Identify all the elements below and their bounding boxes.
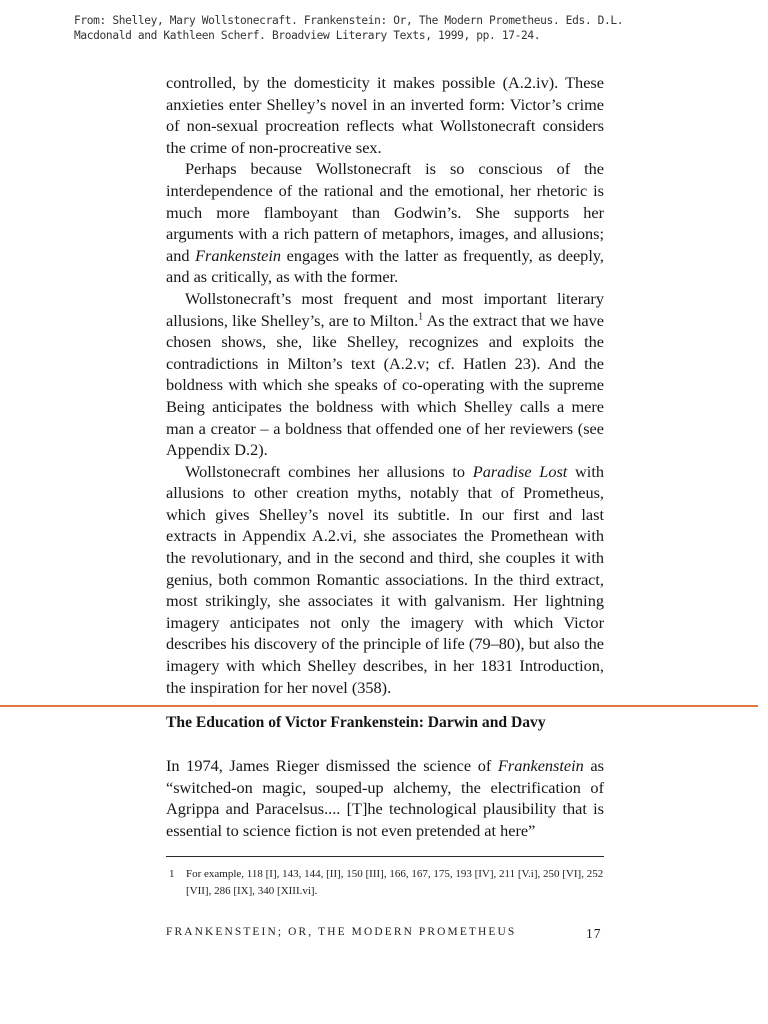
paragraph-3-text-b: As the extract that we have chosen shows, she, like Shelley, recognizes and exploits the contradictions in Milton’s text (A.2.v; cf. Hatlen 23). And the boldness with which she speaks of co-operating with the supreme Being anticipates the boldness with which Shelley calls a mere man a creator – a boldness that offended one of her reviewers (see Appendix D.2). bbox=[166, 310, 604, 460]
paragraph-4-text-a: Wollstonecraft combines her allusions to bbox=[185, 461, 473, 481]
footnote-reference[interactable]: 1 bbox=[418, 311, 424, 323]
paragraph-2 bbox=[166, 158, 604, 288]
paragraph-4-italic-title: Paradise Lost bbox=[472, 461, 568, 481]
page-number: 17 bbox=[586, 926, 602, 941]
footnote-number: 1 bbox=[169, 868, 175, 880]
paragraph-4 bbox=[166, 461, 604, 699]
paragraph-4-text-b: with allusions to other creation myths, notably that of Prometheus, which gives Shelley’s novel its subtitle. In our first and last extracts in Appendix A.2.vi, she associates the Promethean with the revolutionary, and in the second and third, she couples it with genius, both common Romantic associations. In the third extract, most strikingly, she associates it with galvanism. Her lightning imagery anticipates not only the imagery with which Victor describes his discovery of the principle of life (79–80), but also the imagery with which Shelley describes, in her 1831 Introduction, the inspiration for her novel (358). bbox=[166, 461, 604, 697]
paragraph-2-text-b: engages with the latter as frequently, as deeply, and as critically, as with the former. bbox=[166, 245, 604, 287]
section-divider bbox=[0, 705, 758, 707]
section-heading: The Education of Victor Frankenstein: Darwin and Davy bbox=[166, 714, 546, 731]
paragraph-2-text-a: Perhaps because Wollstonecraft is so conscious of the interdependence of the rational and the emotional, her rhetoric is much more flamboyant than Godwin’s. She supports her arguments with a rich pattern of metaphors, images, and allusions; and bbox=[166, 159, 604, 265]
source-citation: From: Shelley, Mary Wollstonecraft. Frankenstein: Or, The Modern Prometheus. Eds. D.L. Macdonald and Kathleen Scherf. Broadview Literary Texts, 1999, pp. 17-24. bbox=[74, 14, 624, 42]
footnote bbox=[166, 866, 606, 900]
running-footer-title: FRANKENSTEIN; OR, THE MODERN PROMETHEUS bbox=[166, 926, 517, 938]
paragraph-1: controlled, by the domesticity it makes possible (A.2.iv). These anxieties enter Shelley’s novel in an inverted form: Victor’s crime of non-sexual procreation reflects what Wollstonecraft considers the crime of non-procreative sex. bbox=[166, 73, 604, 157]
footnote-rule bbox=[166, 856, 604, 857]
section-paragraph-text-b: as “switched-on magic, souped-up alchemy, the electrification of Agrippa and Paracelsus.... [T]he technological plausibility that is essential to science fiction is not even pretended at here” bbox=[166, 756, 604, 840]
paragraph-3 bbox=[166, 288, 604, 461]
section-paragraph-text-a: In 1974, James Rieger dismissed the science of bbox=[166, 756, 498, 775]
paragraph-3-text-a: Wollstonecraft’s most frequent and most important literary allusions, like Shelley’s, are to Milton. bbox=[166, 288, 604, 330]
book-page-body bbox=[166, 72, 604, 698]
section-body bbox=[166, 755, 604, 841]
paragraph-2-italic-title: Frankenstein bbox=[195, 245, 282, 265]
section-italic-title: Frankenstein bbox=[497, 756, 584, 775]
section-paragraph-1 bbox=[166, 755, 604, 841]
footnote-text: For example, 118 [I], 143, 144, [II], 150 [III], 166, 167, 175, 193 [IV], 211 [V.i], 250 [VI], 252 [VII], 286 [IX], 340 [XIII.vi]. bbox=[186, 868, 604, 897]
